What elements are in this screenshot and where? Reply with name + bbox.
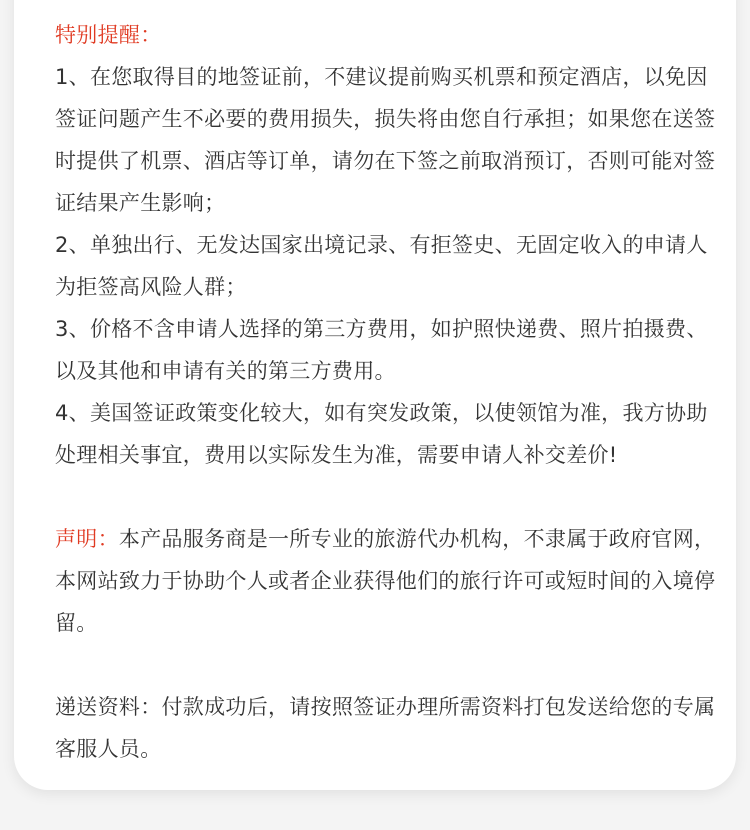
statement-paragraph [55,518,720,644]
reminder-item-2: 2、单独出行、无发达国家出境记录、有拒签史、无固定收入的申请人为拒签高风险人群； [55,233,708,299]
delivery-paragraph: 递送资料：付款成功后，请按照签证办理所需资料打包发送给您的专属客服人员。 [55,695,716,761]
reminder-item-1: 1、在您取得目的地签证前，不建议提前购买机票和预定酒店，以免因签证问题产生不必要的费用损失，损失将由您自行承担；如果您在送签时提供了机票、酒店等订单，请勿在下签之前取消预订，否则可能对签证结果产生影响； [55,65,716,215]
reminder-item-3: 3、价格不含申请人选择的第三方费用，如护照快递费、照片拍摄费、以及其他和申请有关的第三方费用。 [55,317,708,383]
statement-text: 本产品服务商是一所专业的旅游代办机构，不隶属于政府官网，本网站致力于协助个人或者企业获得他们的旅行许可或短时间的入境停留。 [55,527,716,635]
reminder-title: 特别提醒： [55,23,162,47]
notice-content [55,14,720,770]
section-spacer [55,476,720,518]
reminder-item-4: 4、美国签证政策变化较大，如有突发政策，以使领馆为准，我方协助处理相关事宜，费用以实际发生为准，需要申请人补交差价! [55,401,708,467]
statement-label: 声明： [55,527,119,551]
section-spacer [55,644,720,686]
